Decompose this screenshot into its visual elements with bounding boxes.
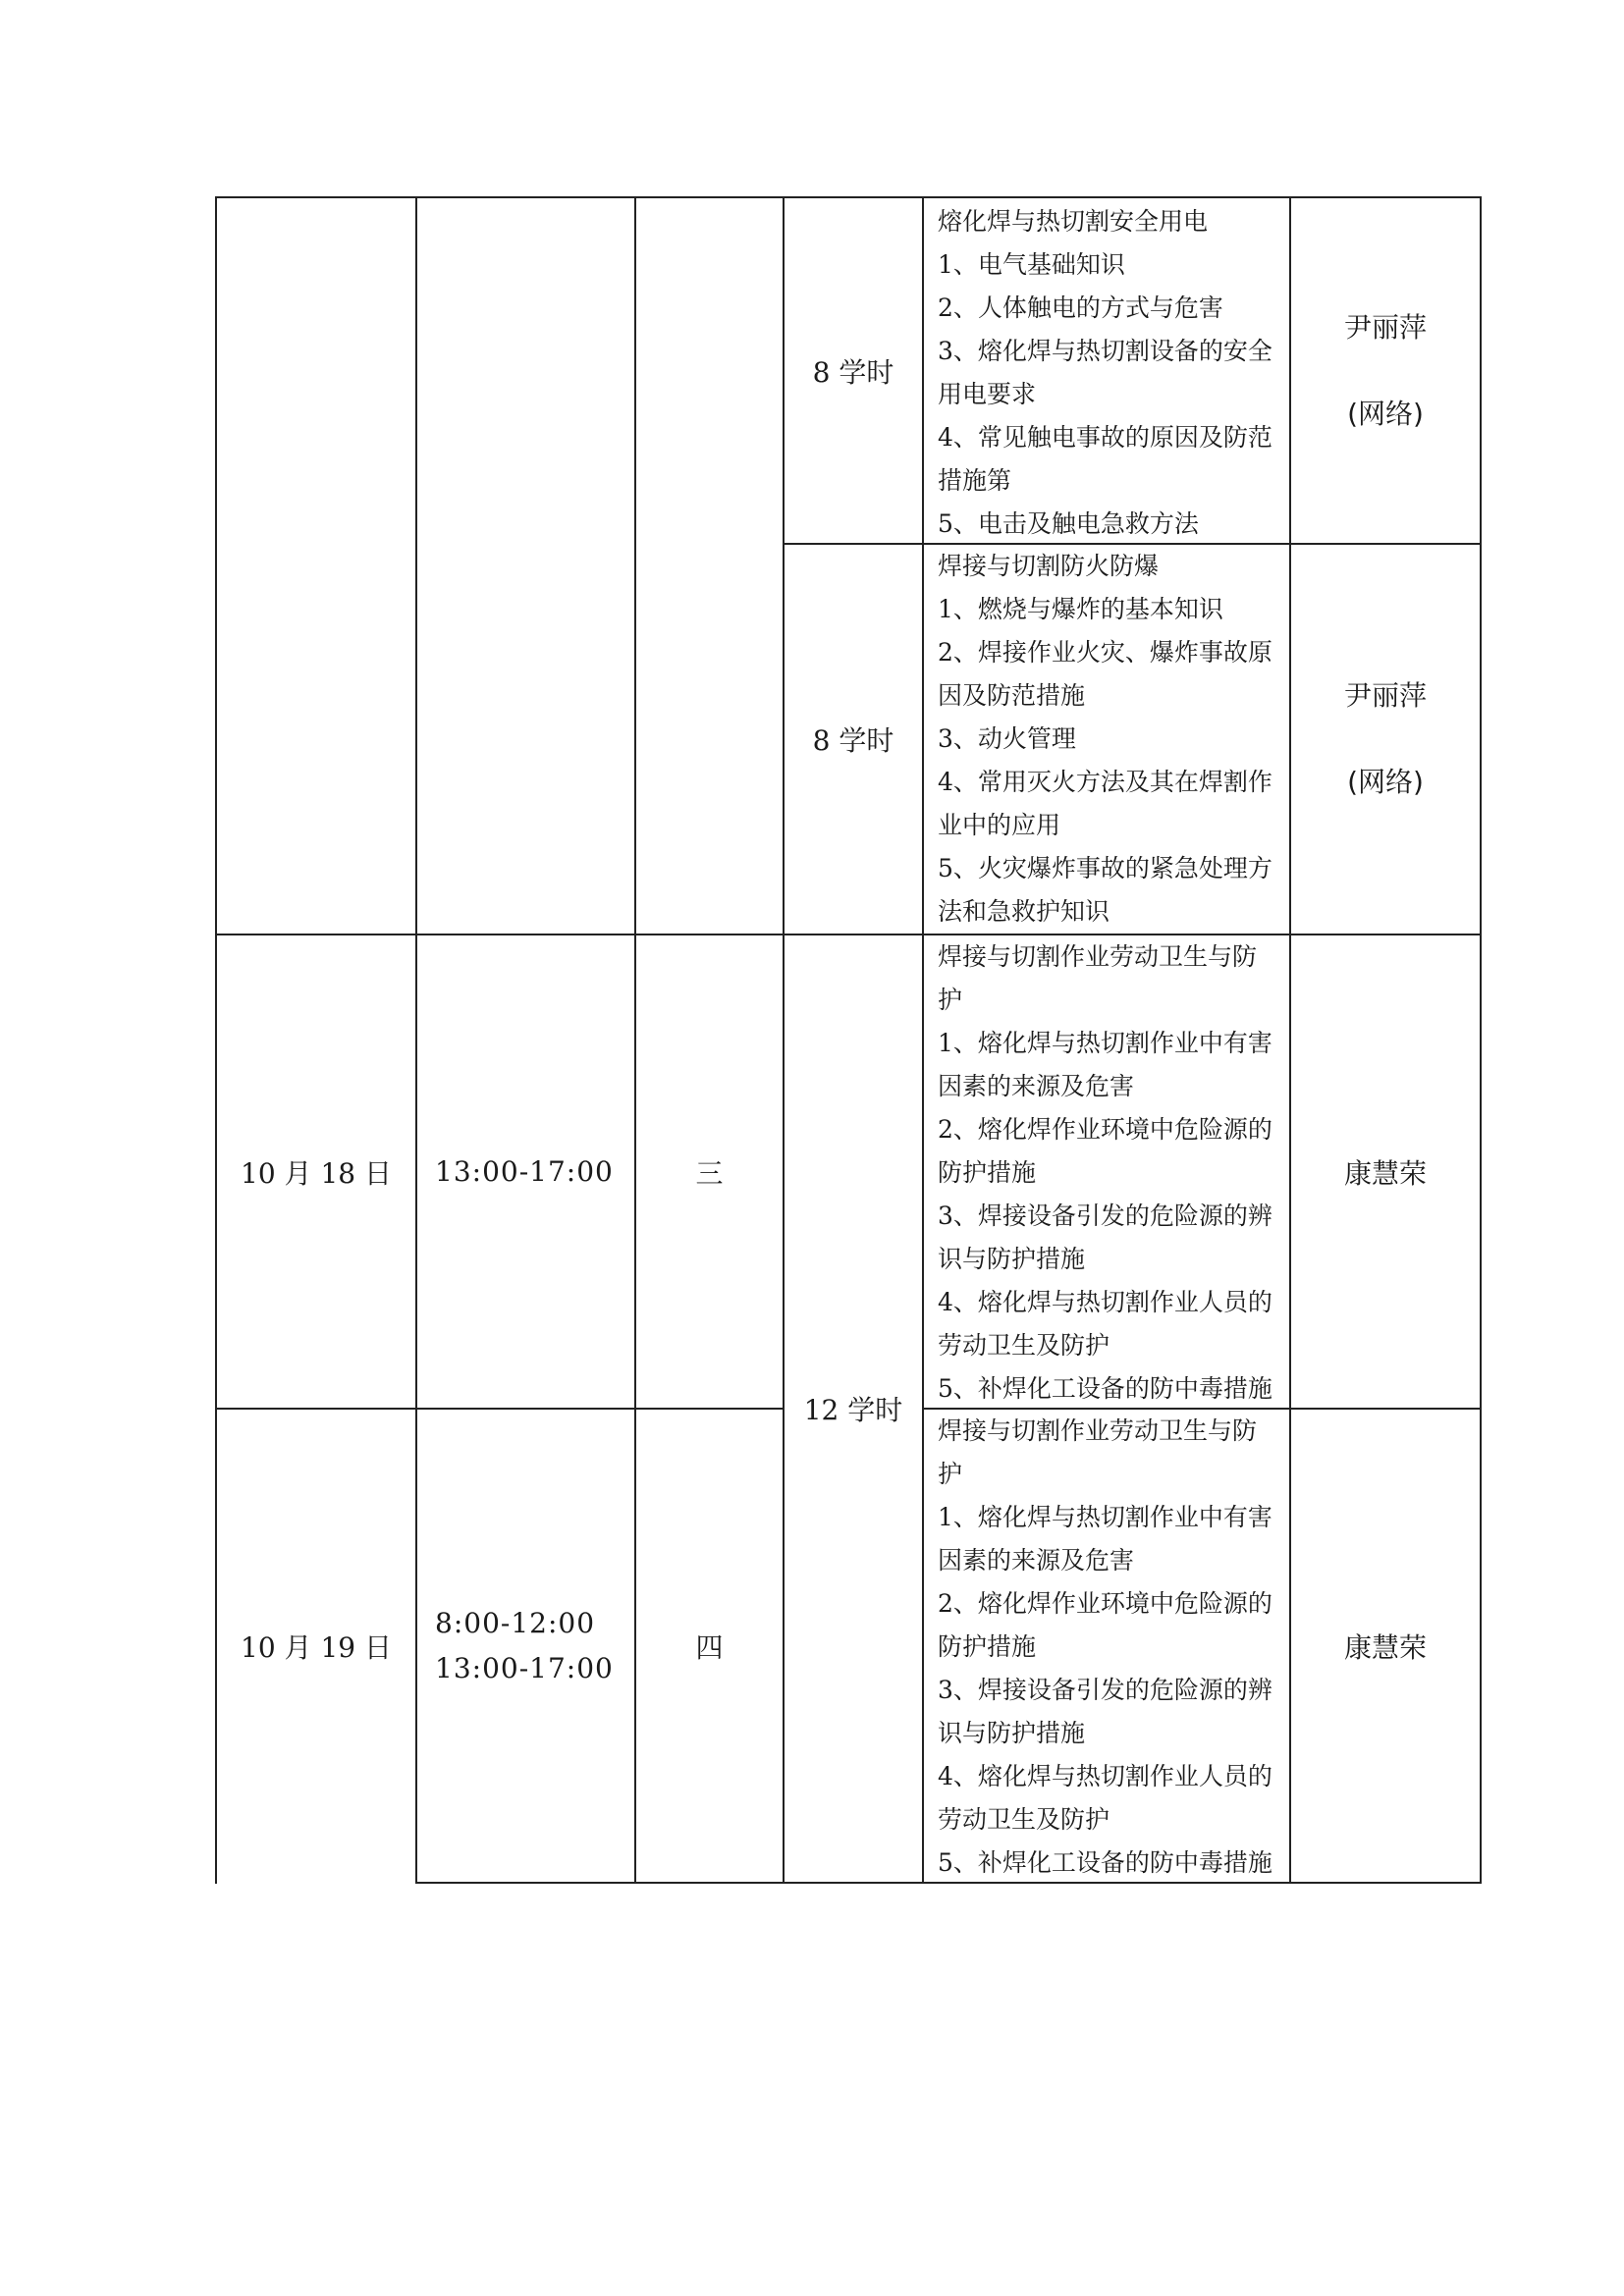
hours-text: 12 学时 <box>803 1394 903 1426</box>
content-line: 1、熔化焊与热切割作业中有害 <box>938 1029 1272 1057</box>
content-line: 1、熔化焊与热切割作业中有害 <box>938 1503 1272 1531</box>
hours-text: 8 学时 <box>812 724 894 757</box>
weekday-text: 三 <box>695 1156 724 1190</box>
time-text: 13:00-17:00 <box>435 1651 614 1684</box>
time-cell <box>417 935 634 1408</box>
hours-cell <box>785 198 922 543</box>
content-line: 护 <box>938 1460 963 1488</box>
instructor-name: 康慧荣 <box>1343 1630 1427 1664</box>
content-line: 1、燃烧与爆炸的基本知识 <box>938 595 1223 623</box>
hours-text: 8 学时 <box>812 355 894 389</box>
time-text: 13:00-17:00 <box>435 1154 614 1188</box>
instructor-name: 尹丽萍 <box>1343 679 1427 712</box>
content-line: 法和急救护知识 <box>938 897 1110 926</box>
content-line: 业中的应用 <box>938 811 1061 839</box>
content-line: 3、熔化焊与热切割设备的安全 <box>938 337 1272 365</box>
content-line: 2、焊接作业火灾、爆炸事故原 <box>938 638 1272 667</box>
content-line: 因及防范措施 <box>938 681 1086 710</box>
content-line: 用电要求 <box>938 380 1037 408</box>
content-line: 3、焊接设备引发的危险源的辨 <box>938 1676 1272 1704</box>
instructor-name: 康慧荣 <box>1343 1156 1427 1190</box>
content-line: 防护措施 <box>938 1632 1037 1661</box>
content-line: 劳动卫生及防护 <box>938 1331 1110 1360</box>
content-line: 措施第 <box>938 466 1012 495</box>
content-line: 3、动火管理 <box>938 724 1076 753</box>
col-border-6 <box>1480 196 1482 1884</box>
content-line: 焊接与切割作业劳动卫生与防 <box>938 942 1258 971</box>
content-line: 2、熔化焊作业环境中危险源的 <box>938 1115 1272 1144</box>
date-cell <box>217 1410 415 1882</box>
weekday-text: 四 <box>695 1630 724 1664</box>
content-line: 4、常用灭火方法及其在焊割作 <box>938 768 1272 796</box>
content-line: 识与防护措施 <box>938 1719 1086 1747</box>
instructor-cell <box>1291 198 1480 543</box>
content-cell <box>924 1410 1289 1882</box>
content-line: 识与防护措施 <box>938 1245 1086 1273</box>
date-text: 10 月 18 日 <box>241 1156 392 1190</box>
content-line: 2、熔化焊作业环境中危险源的 <box>938 1589 1272 1618</box>
content-line: 防护措施 <box>938 1158 1037 1187</box>
weekday-cell <box>636 935 783 1408</box>
content-line: 4、熔化焊与热切割作业人员的 <box>938 1288 1272 1316</box>
content-line: 5、补焊化工设备的防中毒措施 <box>938 1374 1272 1403</box>
content-cell <box>924 198 1289 543</box>
merged-hours-cell <box>785 935 922 1882</box>
hours-cell <box>785 545 922 934</box>
content-line: 劳动卫生及防护 <box>938 1805 1110 1834</box>
instructor-note: (网络) <box>1347 766 1424 798</box>
content-line: 因素的来源及危害 <box>938 1546 1135 1575</box>
content-line: 3、焊接设备引发的危险源的辨 <box>938 1201 1272 1230</box>
content-line: 2、人体触电的方式与危害 <box>938 294 1223 322</box>
time-cell <box>417 1410 634 1882</box>
content-cell <box>924 935 1289 1408</box>
content-line: 因素的来源及危害 <box>938 1072 1135 1100</box>
date-cell <box>217 935 415 1408</box>
content-line: 焊接与切割作业劳动卫生与防 <box>938 1416 1258 1445</box>
content-line: 5、电击及触电急救方法 <box>938 509 1199 538</box>
instructor-cell <box>1291 935 1480 1408</box>
instructor-cell <box>1291 545 1480 934</box>
content-line: 焊接与切割防火防爆 <box>938 552 1160 580</box>
content-line: 5、火灾爆炸事故的紧急处理方 <box>938 854 1272 882</box>
date-text: 10 月 19 日 <box>241 1630 392 1664</box>
content-line: 1、电气基础知识 <box>938 250 1125 279</box>
instructor-cell <box>1291 1410 1480 1882</box>
content-line: 护 <box>938 986 963 1014</box>
instructor-name: 尹丽萍 <box>1343 310 1427 344</box>
content-line: 5、补焊化工设备的防中毒措施 <box>938 1848 1272 1877</box>
content-line: 4、熔化焊与热切割作业人员的 <box>938 1762 1272 1790</box>
instructor-note: (网络) <box>1347 397 1424 430</box>
content-line: 4、常见触电事故的原因及防范 <box>938 423 1272 452</box>
content-cell <box>924 545 1289 934</box>
content-line: 熔化焊与热切割安全用电 <box>938 207 1209 236</box>
time-text: 8:00-12:00 <box>435 1606 596 1639</box>
weekday-cell <box>636 1410 783 1882</box>
